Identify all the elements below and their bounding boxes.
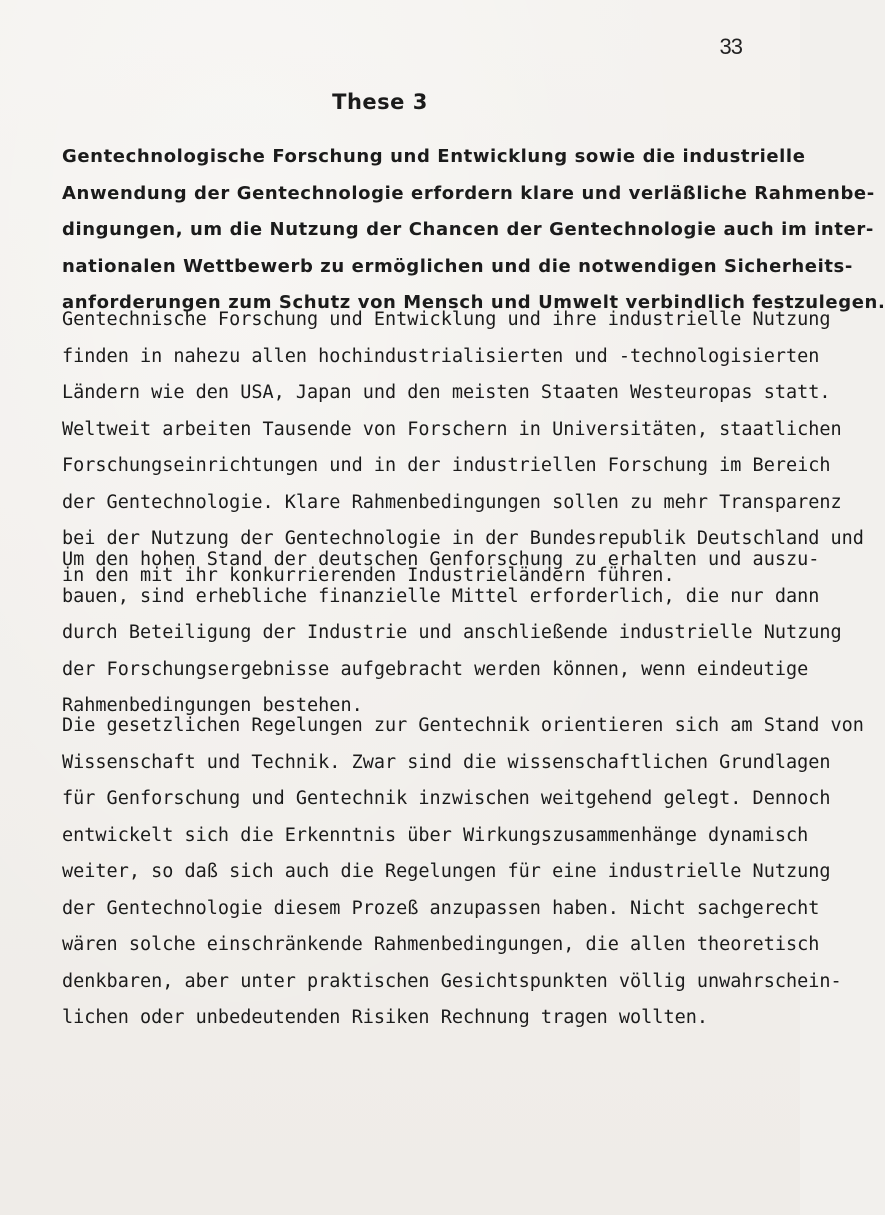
- text-line: anforderungen zum Schutz von Mensch und Umwelt verbindlich festzulegen.: [62, 292, 885, 313]
- text-line: Gentechnologische Forschung und Entwicklung sowie die industrielle: [62, 146, 806, 167]
- text-line: lichen oder unbedeutenden Risiken Rechnung tragen wollten.: [62, 1007, 709, 1028]
- text-line: bauen, sind erhebliche finanzielle Mittel erforderlich, die nur dann: [62, 585, 820, 607]
- text-line: dingungen, um die Nutzung der Chancen der Gentechnologie auch im inter-: [62, 219, 874, 240]
- text-line: Rahmenbedingungen bestehen.: [62, 695, 363, 716]
- text-line: finden in nahezu allen hochindustrialisierten und -technologisierten: [62, 345, 820, 367]
- text-line: für Genforschung und Gentechnik inzwischen weitgehend gelegt. Dennoch: [62, 788, 831, 809]
- body-paragraph-3: [62, 708, 864, 1037]
- text-line: nationalen Wettbewerb zu ermöglichen und die notwendigen Sicherheits-: [62, 255, 853, 277]
- text-line: entwickelt sich die Erkenntnis über Wirkungszusammenhänge dynamisch: [62, 824, 809, 846]
- text-line: Ländern wie den USA, Japan und den meisten Staaten Westeuropas statt.: [62, 382, 831, 403]
- text-line: Forschungseinrichtungen und in der industriellen Forschung im Bereich: [62, 455, 831, 476]
- text-line: der Forschungsergebnisse aufgebracht werden können, wenn eindeutige: [62, 658, 809, 680]
- text-line: Um den hohen Stand der deutschen Genforschung zu erhalten und auszu-: [62, 549, 820, 570]
- thesis-paragraph: [62, 139, 885, 322]
- text-line: Die gesetzlichen Regelungen zur Gentechnik orientieren sich am Stand von: [62, 715, 864, 736]
- text-line: Wissenschaft und Technik. Zwar sind die wissenschaftlichen Grundlagen: [62, 751, 831, 773]
- text-line: der Gentechnologie. Klare Rahmenbedingungen sollen zu mehr Transparenz: [62, 491, 842, 513]
- text-line: denkbaren, aber unter praktischen Gesichtspunkten völlig unwahrschein-: [62, 970, 842, 992]
- text-line: wären solche einschränkende Rahmenbedingungen, die allen theoretisch: [62, 934, 820, 955]
- page-number: 33: [719, 34, 742, 59]
- body-paragraph-2: [62, 542, 842, 725]
- text-line: Weltweit arbeiten Tausende von Forschern in Universitäten, staatlichen: [62, 418, 842, 440]
- text-line: durch Beteiligung der Industrie und anschließende industrielle Nutzung: [62, 622, 842, 643]
- text-line: in den mit ihr konkurrierenden Industrieländern führen.: [62, 564, 675, 586]
- text-line: weiter, so daß sich auch die Regelungen für eine industrielle Nutzung: [62, 861, 831, 882]
- section-title: These 3: [332, 90, 428, 114]
- text-line: bei der Nutzung der Gentechnologie in der Bundesrepublik Deutschland und: [62, 528, 864, 549]
- text-line: Anwendung der Gentechnologie erfordern klare und verläßliche Rahmenbe-: [62, 182, 875, 204]
- text-line: Gentechnische Forschung und Entwicklung und ihre industrielle Nutzung: [62, 309, 831, 330]
- text-line: der Gentechnologie diesem Prozeß anzupassen haben. Nicht sachgerecht: [62, 897, 820, 919]
